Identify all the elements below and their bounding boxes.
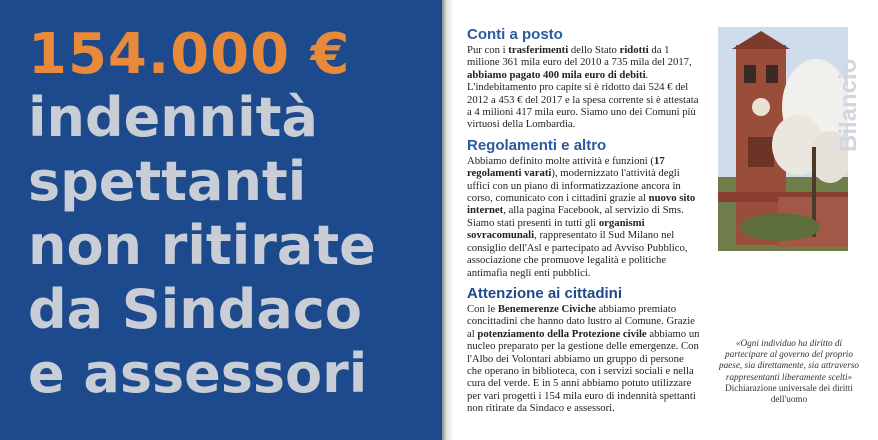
body-text: Con le [467, 302, 498, 315]
body-text: Pur con i [467, 44, 509, 56]
bold-text: Benemerenze Civiche [497, 302, 596, 315]
quote-source: Dichiarazione universale dei diritti dell'uomo [725, 382, 853, 405]
article-page [454, 0, 878, 440]
body-text: ), modernizzato l'attività degli uffici con un piano di informatizzazione ancora in corso, comunicato con i cittadini grazie al [467, 167, 681, 205]
body-text: Abbiamo definito molte attività e funzioni ( [467, 154, 654, 167]
body-text: . L'indebitamento pro capite si è ridotto dai 524 € del 2012 a 453 € del 2017 e la spesa corrente si è attestata a 4 milioni 417 mila euro. Siamo uno dei Comuni più virtuosi della Lombardia. [467, 68, 699, 131]
body-text: abbiamo premiato concittadini che hanno dato lustro al Comune. Grazie al [467, 302, 695, 340]
body-text: , rappresentato il Sud Milano nel consiglio dell'Asl e partecipato ad Avviso Pubblico, associazione che promuove legalità e politiche antimafia negli enti pubblici. [467, 229, 688, 279]
headline-line-2: spettanti [28, 150, 307, 213]
section-title-cittadini: Attenzione ai cittadini [467, 284, 623, 302]
headline-amount: 154.000 € [28, 22, 351, 87]
headline-line-4: da Sindaco [28, 278, 362, 341]
section-body-cittadini [467, 303, 701, 415]
headline [28, 24, 442, 406]
article-column [467, 26, 701, 421]
headline-line-5: e assessori [28, 342, 368, 405]
pull-quote [716, 338, 862, 405]
headline-line-3: non ritirate [28, 214, 376, 277]
bold-text: abbiamo pagato 400 mila euro di debiti [467, 68, 646, 81]
body-text: , alla pagina Facebook, al servizio di Sms. Siamo stati presenti in tutti gli [467, 204, 684, 229]
bold-text: potenziamento della Protezione civile [477, 327, 647, 340]
section-title-regolamenti: Regolamenti e altro [467, 136, 607, 154]
bold-text: 17 regolamenti varati [467, 154, 665, 180]
quote-text: «Ogni individuo ha diritto di partecipare al governo del proprio paese, sia direttamente, sia attraverso rappresentanti liberamente scelti» [718, 338, 859, 382]
body-text: abbiamo un nucleo preparato per la gestione delle emergenze. Con l'Albo dei Volontari abbiamo un gruppo di persone che operano in biblioteca, con i servizi sociali e nella cura del verde. E in 5 anni abbiamo potuto utilizzare per vari progetti i 154 mila euro di indennità spettanti non ritirate da Sindaco e assessori. [467, 327, 700, 415]
section-body-regolamenti [467, 155, 701, 279]
bold-text: organismi sovracomunali [467, 216, 645, 242]
bold-text: nuovo sito internet [467, 192, 696, 217]
body-text: da 1 milione 361 mila euro del 2010 a 735 mila del 2017, [467, 44, 692, 69]
section-body-conti [467, 44, 701, 131]
bold-text: trasferimenti [508, 44, 569, 56]
section-label-vertical: Bilancio [835, 58, 862, 152]
section-title-conti: Conti a posto [467, 26, 563, 43]
body-text: dello Stato [568, 44, 620, 56]
bold-text: ridotti [619, 44, 649, 56]
page-gutter [442, 0, 454, 440]
headline-line-1: indennità [28, 86, 318, 149]
